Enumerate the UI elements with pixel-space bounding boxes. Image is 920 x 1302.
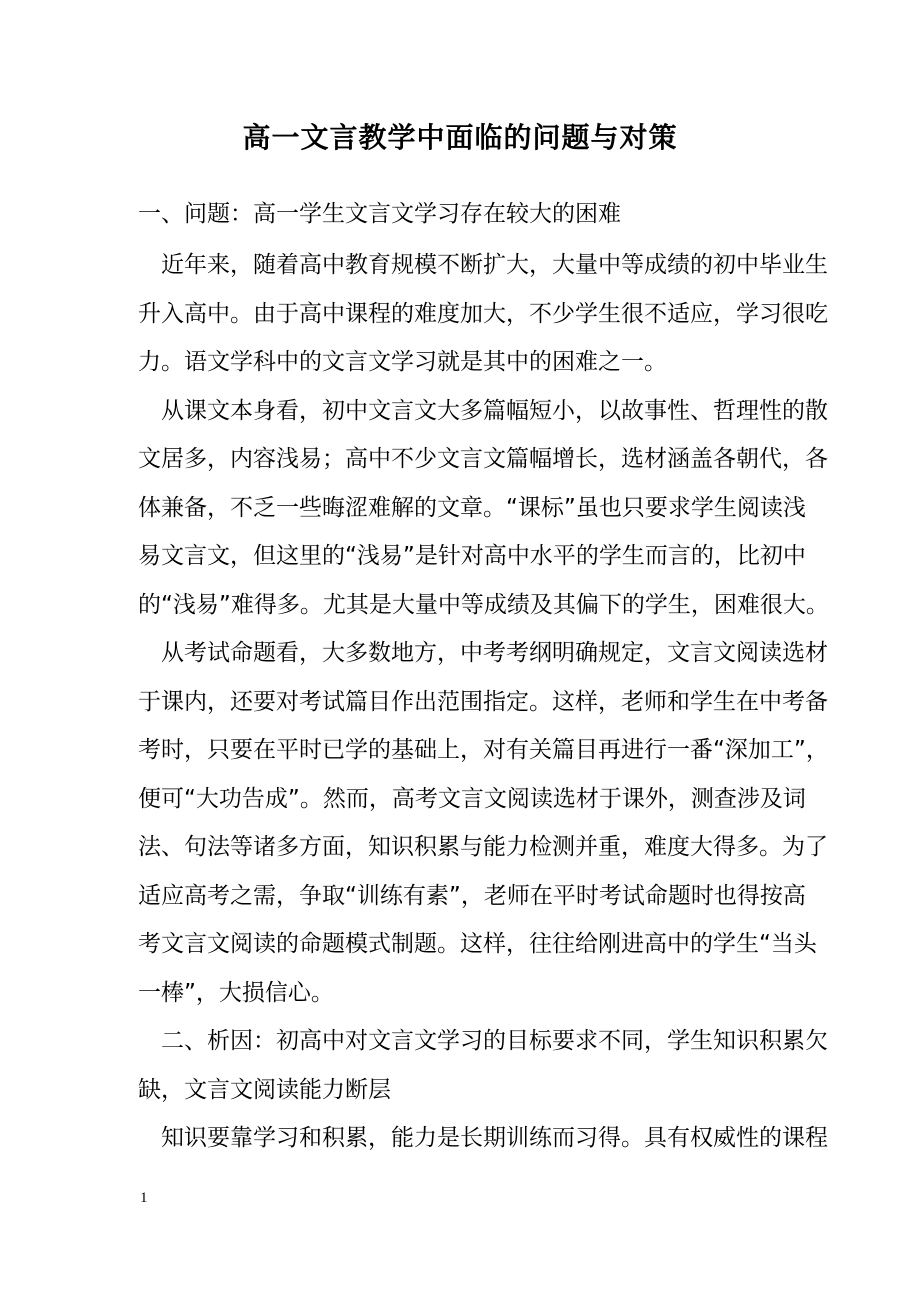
paragraph-line: 力。语文学科中的文言文学习就是其中的困难之一。: [138, 349, 667, 375]
paragraph-line: 考时，只要在平时已学的基础上，对有关篇目再进行一番“深加工”，: [138, 737, 829, 763]
paragraph-line: 从考试命题看，大多数地方，中考考纲明确规定，文言文阅读选材: [161, 640, 828, 666]
section-heading-analysis: 二、析因：初高中对文言文学习的目标要求不同，学生知识积累欠: [161, 1028, 828, 1054]
section-heading-problem: 一、问题：高一学生文言文学习存在较大的困难: [138, 201, 621, 227]
paragraph-line: 从课文本身看，初中文言文大多篇幅短小，以故事性、哲理性的散: [161, 397, 828, 424]
paragraph-line: 升入高中。由于高中课程的难度加大，不少学生很不适应，学习很吃: [138, 300, 828, 327]
paragraph-line: 知识要靠学习和积累，能力是长期训练而习得。具有权威性的课程: [161, 1125, 828, 1151]
paragraph-line: 便可“大功告成”。然而，高考文言文阅读选材于课外，测查涉及词: [138, 785, 806, 812]
page-number: 1: [140, 1190, 148, 1206]
document-title: 高一文言教学中面临的问题与对策: [242, 121, 678, 154]
paragraph-line: 一棒”，大损信心。: [138, 979, 334, 1006]
paragraph-line: 法、句法等诸多方面，知识积累与能力检测并重，难度大得多。为了: [138, 834, 828, 860]
paragraph-line: 考文言文阅读的命题模式制题。这样，往往给刚进高中的学生“当头: [138, 931, 817, 957]
paragraph-line: 近年来，随着高中教育规模不断扩大，大量中等成绩的初中毕业生: [161, 252, 828, 278]
document-body: [138, 192, 829, 1163]
section-heading-analysis-continued: 缺，文言文阅读能力断层: [138, 1076, 391, 1103]
paragraph-line: 体兼备，不乏一些晦涩难解的文章。“课标”虽也只要求学生阅读浅: [138, 494, 806, 521]
paragraph-line: 适应高考之需，争取“训练有素”，老师在平时考试命题时也得按高: [138, 882, 806, 909]
paragraph-line: 易文言文，但这里的“浅易”是针对高中水平的学生而言的，比初中: [138, 543, 806, 569]
paragraph-line: 于课内，还要对考试篇目作出范围指定。这样，老师和学生在中考备: [138, 688, 828, 715]
paragraph-line: 文居多，内容浅易；高中不少文言文篇幅增长，选材涵盖各朝代，各: [138, 446, 828, 472]
paragraph-line: 的“浅易”难得多。尤其是大量中等成绩及其偏下的学生，困难很大。: [138, 591, 829, 618]
